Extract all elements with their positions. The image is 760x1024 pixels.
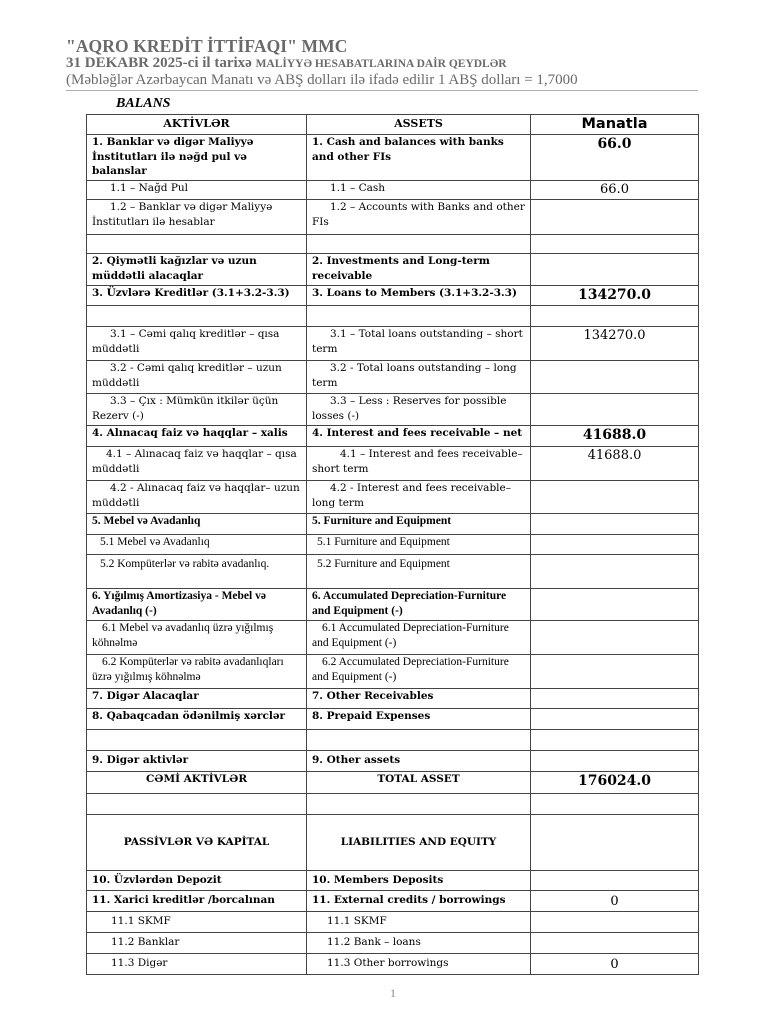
cell-az: 6.2 Kompüterlər və rabitə avadanlıqları üzrə yığılmış köhnəlmə — [87, 655, 307, 689]
cell-az: 1. Banklar və digər Maliyyə İnstitutları ilə nəğd pul və balanslar — [87, 135, 307, 181]
cell-en: 5. Furniture and Equipment — [307, 514, 531, 535]
cell-empty — [531, 730, 699, 751]
cell-value — [531, 933, 699, 954]
cell-value — [531, 589, 699, 621]
cell-value — [531, 815, 699, 871]
cell-az: 3.1 – Cəmi qalıq kreditlər – qısa müddətli — [87, 327, 307, 361]
cell-en: 9. Other assets — [307, 751, 531, 772]
table-row — [87, 181, 699, 200]
cell-az: 6. Yığılmış Amortizasiya - Mebel və Avadanlıq (-) — [87, 589, 307, 621]
cell-az: 3.3 – Çıx : Mümkün itkilər üçün Rezerv (-) — [87, 394, 307, 426]
cell-empty — [87, 235, 307, 254]
liabilities-header-en: LIABILITIES AND EQUITY — [307, 815, 531, 871]
cell-en: 11.3 Other borrowings — [307, 954, 531, 975]
cell-empty — [531, 794, 699, 815]
report-date-line — [66, 55, 507, 72]
cell-az: 1.2 – Banklar və digər Maliyyə İnstitutları ilə hesablar — [87, 200, 307, 235]
cell-az: 5.2 Kompüterlər və rabitə avadanlıq. — [87, 555, 307, 589]
cell-value — [531, 689, 699, 709]
total-label-en: TOTAL ASSET — [307, 772, 531, 794]
cell-az: 4. Alınacaq faiz və haqqlar – xalis — [87, 426, 307, 447]
cell-az: 5.1 Mebel və Avadanlıq — [87, 535, 307, 555]
cell-value — [531, 912, 699, 933]
cell-empty — [307, 730, 531, 751]
column-header-value: Manatla — [531, 115, 699, 135]
table-row — [87, 621, 699, 655]
table-row — [87, 933, 699, 954]
cell-value — [531, 514, 699, 535]
cell-en: 6.2 Accumulated Depreciation-Furniture and Equipment (-) — [307, 655, 531, 689]
total-value: 176024.0 — [531, 772, 699, 794]
total-label-az: CƏMİ AKTİVLƏR — [87, 772, 307, 794]
table-row — [87, 871, 699, 891]
liabilities-header-az: PASSİVLƏR VƏ KAPİTAL — [87, 815, 307, 871]
table-row — [87, 535, 699, 555]
cell-en: 2. Investments and Long-term receivable — [307, 254, 531, 286]
cell-value — [531, 394, 699, 426]
cell-en: 5.1 Furniture and Equipment — [307, 535, 531, 555]
cell-az: 4.2 - Alınacaq faiz və haqqlar– uzun müddətli — [87, 481, 307, 514]
table-row — [87, 447, 699, 481]
cell-empty — [87, 794, 307, 815]
cell-value — [531, 254, 699, 286]
cell-en: 7. Other Receivables — [307, 689, 531, 709]
table-row — [87, 891, 699, 912]
liabilities-header-row — [87, 815, 699, 871]
table-row — [87, 135, 699, 181]
balance-sheet-table — [86, 114, 699, 975]
table-row — [87, 555, 699, 589]
cell-value — [531, 200, 699, 235]
cell-value — [531, 555, 699, 589]
cell-empty — [531, 235, 699, 254]
cell-en: 1.1 – Cash — [307, 181, 531, 200]
table-row-empty — [87, 794, 699, 815]
cell-az: 2. Qiymətli kağızlar və uzun müddətli alacaqlar — [87, 254, 307, 286]
cell-en: 11. External credits / borrowings — [307, 891, 531, 912]
cell-az: 11.2 Banklar — [87, 933, 307, 954]
cell-empty — [307, 306, 531, 327]
cell-az: 3. Üzvlərə Kreditlər (3.1+3.2-3.3) — [87, 286, 307, 306]
cell-value — [531, 361, 699, 394]
cell-en: 4. Interest and fees receivable – net — [307, 426, 531, 447]
total-assets-row — [87, 772, 699, 794]
cell-value: 66.0 — [531, 135, 699, 181]
table-row — [87, 394, 699, 426]
cell-empty — [87, 306, 307, 327]
table-row — [87, 689, 699, 709]
table-row — [87, 954, 699, 975]
cell-value — [531, 481, 699, 514]
cell-empty — [307, 235, 531, 254]
cell-en: 11.2 Bank – loans — [307, 933, 531, 954]
table-row — [87, 200, 699, 235]
cell-en: 10. Members Deposits — [307, 871, 531, 891]
cell-empty — [531, 306, 699, 327]
cell-en: 4.2 - Interest and fees receivable– long term — [307, 481, 531, 514]
company-name: "AQRO KREDİT İTTİFAQI" MMC — [66, 36, 348, 56]
cell-az: 11.3 Digər — [87, 954, 307, 975]
table-row — [87, 514, 699, 535]
table-row-empty — [87, 235, 699, 254]
table-header-row — [87, 115, 699, 135]
cell-az: 3.2 - Cəmi qalıq kreditlər – uzun müddətli — [87, 361, 307, 394]
column-header-en: ASSETS — [307, 115, 531, 135]
cell-value: 134270.0 — [531, 327, 699, 361]
cell-en: 4.1 – Interest and fees receivable– short term — [307, 447, 531, 481]
cell-az: 10. Üzvlərdən Depozit — [87, 871, 307, 891]
table-row — [87, 655, 699, 689]
report-title: MALİYYƏ HESABATLARINA DAİR QEYDLƏR — [255, 58, 507, 70]
cell-value — [531, 871, 699, 891]
cell-value: 0 — [531, 891, 699, 912]
cell-en: 1.2 – Accounts with Banks and other FIs — [307, 200, 531, 235]
table-row — [87, 286, 699, 306]
cell-az: 9. Digər aktivlər — [87, 751, 307, 772]
cell-az: 8. Qabaqcadan ödənilmiş xərclər — [87, 709, 307, 730]
table-row-empty — [87, 306, 699, 327]
cell-value: 134270.0 — [531, 286, 699, 306]
cell-value: 66.0 — [531, 181, 699, 200]
cell-az: 5. Mebel və Avadanlıq — [87, 514, 307, 535]
cell-value: 41688.0 — [531, 426, 699, 447]
cell-en: 3.2 - Total loans outstanding – long term — [307, 361, 531, 394]
cell-en: 6. Accumulated Depreciation-Furniture and Equipment (-) — [307, 589, 531, 621]
table-row — [87, 589, 699, 621]
cell-empty — [87, 730, 307, 751]
cell-az: 11.1 SKMF — [87, 912, 307, 933]
cell-az: 4.1 – Alınacaq faiz və haqqlar – qısa müddətli — [87, 447, 307, 481]
cell-en: 3.1 – Total loans outstanding – short term — [307, 327, 531, 361]
currency-note: (Məbləğlər Azərbaycan Manatı və ABŞ dolları ilə ifadə edilir 1 ABŞ dolları = 1,7000 — [66, 72, 578, 88]
table-row — [87, 751, 699, 772]
cell-az: 11. Xarici kreditlər /borcalınan — [87, 891, 307, 912]
header-rule — [66, 90, 698, 91]
table-row — [87, 912, 699, 933]
cell-en: 3.3 – Less : Reserves for possible losses (-) — [307, 394, 531, 426]
table-row — [87, 361, 699, 394]
cell-value: 41688.0 — [531, 447, 699, 481]
table-row — [87, 426, 699, 447]
cell-en: 11.1 SKMF — [307, 912, 531, 933]
page-number: 1 — [390, 986, 396, 1000]
cell-en: 1. Cash and balances with banks and other FIs — [307, 135, 531, 181]
section-title: BALANS — [116, 96, 171, 111]
cell-az: 7. Digər Alacaqlar — [87, 689, 307, 709]
cell-az: 6.1 Mebel və avadanlıq üzrə yığılmış köhnəlmə — [87, 621, 307, 655]
cell-empty — [307, 794, 531, 815]
cell-en: 5.2 Furniture and Equipment — [307, 555, 531, 589]
table-row — [87, 709, 699, 730]
table-row — [87, 254, 699, 286]
cell-en: 6.1 Accumulated Depreciation-Furniture and Equipment (-) — [307, 621, 531, 655]
cell-az: 1.1 – Nağd Pul — [87, 181, 307, 200]
table-row — [87, 327, 699, 361]
cell-value — [531, 621, 699, 655]
cell-value — [531, 709, 699, 730]
cell-value — [531, 751, 699, 772]
cell-value: 0 — [531, 954, 699, 975]
table-row-empty — [87, 730, 699, 751]
cell-value — [531, 535, 699, 555]
cell-en: 8. Prepaid Expenses — [307, 709, 531, 730]
cell-value — [531, 655, 699, 689]
table-row — [87, 481, 699, 514]
column-header-az: AKTİVLƏR — [87, 115, 307, 135]
cell-en: 3. Loans to Members (3.1+3.2-3.3) — [307, 286, 531, 306]
report-date-prefix: 31 DEKABR 2025-ci il tarixə — [66, 55, 256, 71]
